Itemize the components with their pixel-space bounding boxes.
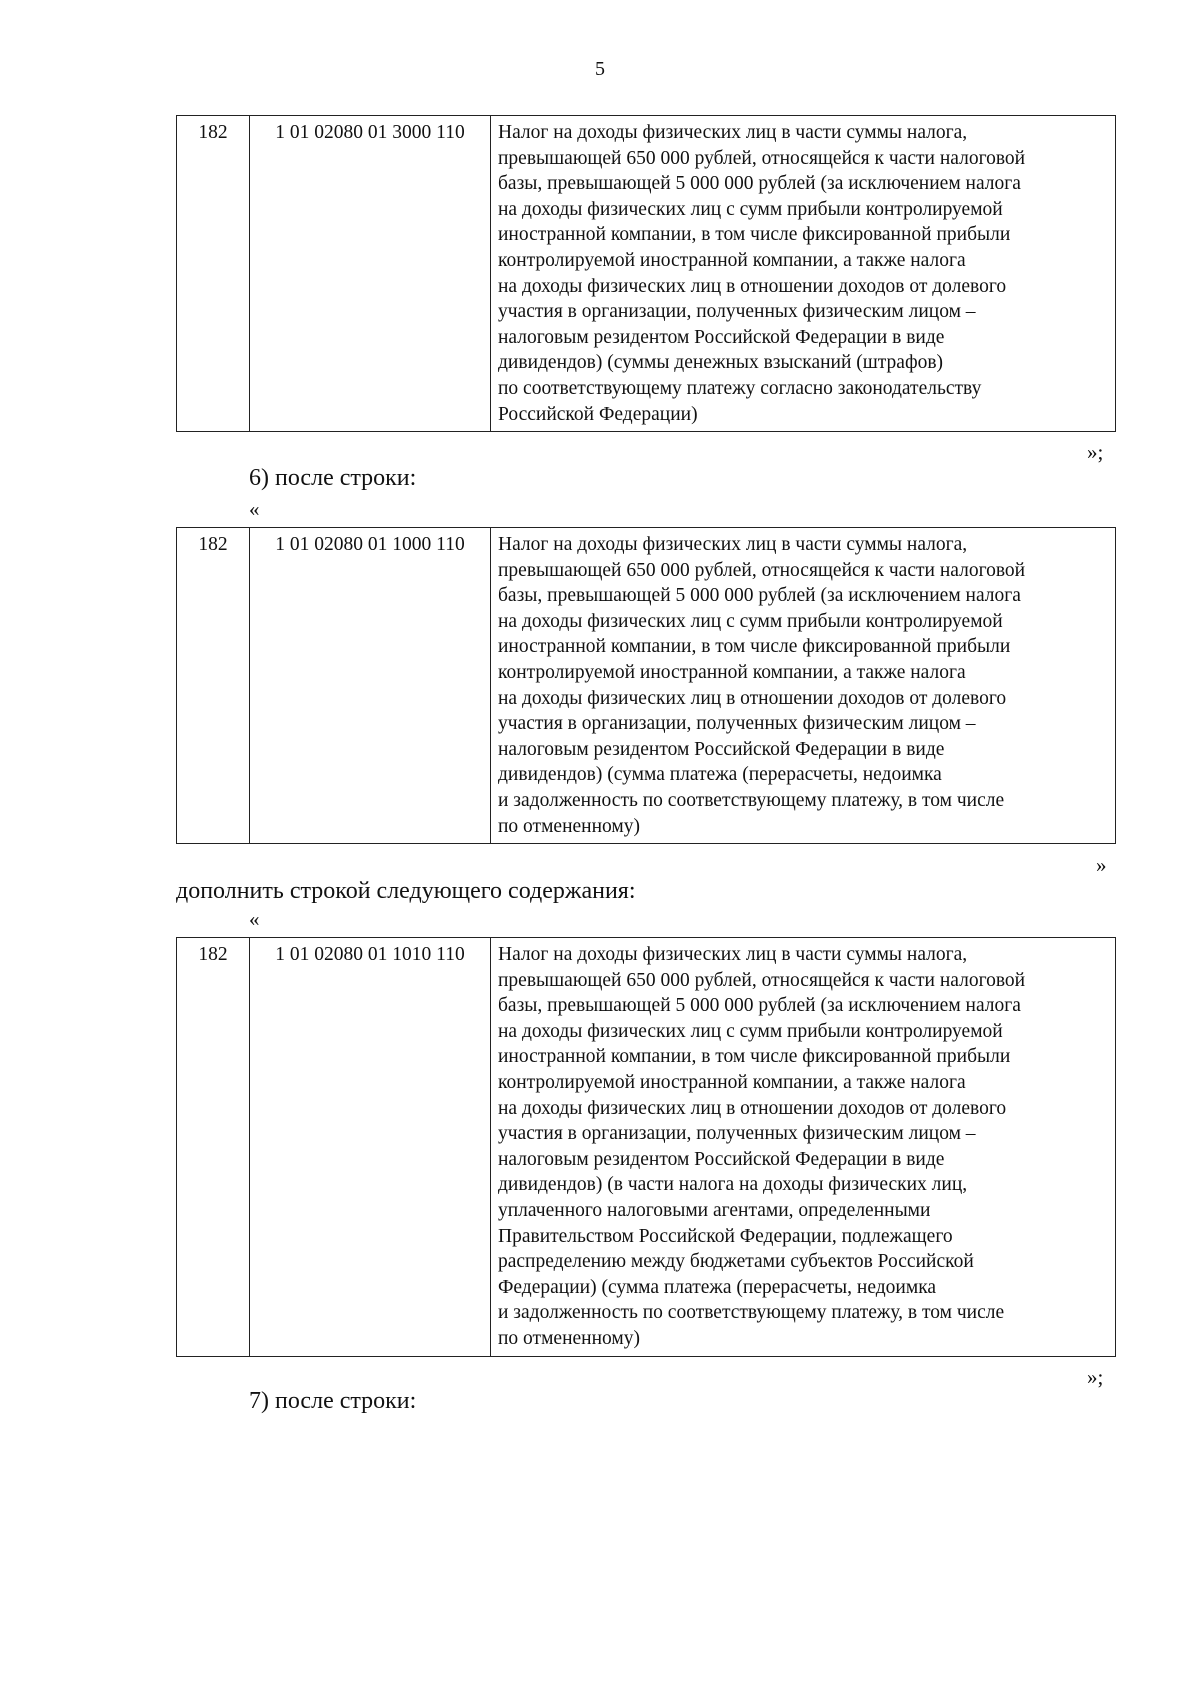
description-line: по отмененному) [498,815,640,837]
description-line: на доходы физических лиц в отношении доходов от долевого [498,275,1007,297]
description-line: превышающей 650 000 рублей, относящейся к части налоговой [498,147,1026,169]
description-line: налоговым резидентом Российской Федерации в виде [498,738,945,760]
description-line: контролируемой иностранной компании, а также налога [498,249,966,271]
description-line: контролируемой иностранной компании, а также налога [498,661,966,683]
description-line: базы, превышающей 5 000 000 рублей (за исключением налога [498,995,1021,1017]
description-cell [491,938,1116,1357]
description-line: иностранной компании, в том числе фиксированной прибыли [498,1046,1011,1068]
opening-quote: « [249,497,260,521]
description-line: дивидендов) (в части налога на доходы физических лиц, [498,1174,968,1196]
description-line: иностранной компании, в том числе фиксированной прибыли [498,636,1011,658]
description-line: на доходы физических лиц в отношении доходов от долевого [498,1097,1007,1119]
description-line: дивидендов) (суммы денежных взысканий (штрафов) [498,352,944,374]
description-line: и задолженность по соответствующему платежу, в том числе [498,1302,1005,1324]
description-line: превышающей 650 000 рублей, относящейся к части налоговой [498,559,1026,581]
description-line: Федерации) (сумма платежа (перерасчеты, недоимка [498,1276,937,1298]
closing-quote: »; [1087,440,1104,464]
description-line: на доходы физических лиц в отношении доходов от долевого [498,687,1007,709]
description-line: участия в организации, полученных физическим лицом – [498,1123,976,1145]
description-line: на доходы физических лиц с сумм прибыли контролируемой [498,198,1003,220]
description-line: Правительством Российской Федерации, подлежащего [498,1225,953,1247]
description-line: Налог на доходы физических лиц в части суммы налога, [498,122,968,143]
description-line: участия в организации, полученных физическим лицом – [498,301,976,323]
closing-quote: » [1096,853,1107,877]
description-line: по соответствующему платежу согласно законодательству [498,377,982,399]
section-heading: 7) после строки: [249,1388,417,1414]
description-line: контролируемой иностранной компании, а также налога [498,1071,966,1093]
description-line: иностранной компании, в том числе фиксированной прибыли [498,224,1011,246]
table-row [177,528,1116,844]
description-line: и задолженность по соответствующему платежу, в том числе [498,789,1005,811]
admin-code-cell: 182 [177,528,250,844]
description-line: базы, превышающей 5 000 000 рублей (за исключением налога [498,173,1021,195]
section-heading: дополнить строкой следующего содержания: [176,878,636,904]
description-line: налоговым резидентом Российской Федерации в виде [498,1148,945,1170]
opening-quote: « [249,907,260,931]
kbk-table-1 [176,115,1116,432]
admin-code-cell: 182 [177,938,250,1357]
description-line: распределению между бюджетами субъектов Российской [498,1251,974,1273]
description-cell [491,116,1116,432]
admin-code-cell: 182 [177,116,250,432]
description-line: дивидендов) (сумма платежа (перерасчеты, недоимка [498,764,942,786]
description-line: налоговым резидентом Российской Федерации в виде [498,326,945,348]
kbk-table-3 [176,937,1116,1357]
description-line: участия в организации, полученных физическим лицом – [498,713,976,735]
section-heading: 6) после строки: [249,465,417,491]
closing-quote: »; [1087,1365,1104,1389]
description-line: превышающей 650 000 рублей, относящейся к части налоговой [498,969,1026,991]
kbk-table-2 [176,527,1116,844]
table-row [177,938,1116,1357]
description-line: на доходы физических лиц с сумм прибыли контролируемой [498,1020,1003,1042]
description-line: базы, превышающей 5 000 000 рублей (за исключением налога [498,585,1021,607]
description-cell [491,528,1116,844]
kbk-code-cell: 1 01 02080 01 1010 110 [250,938,491,1357]
description-line: уплаченного налоговыми агентами, определенными [498,1199,931,1221]
description-line: Налог на доходы физических лиц в части суммы налога, [498,534,968,555]
kbk-code-cell: 1 01 02080 01 1000 110 [250,528,491,844]
page-number: 5 [595,58,605,80]
description-line: Налог на доходы физических лиц в части суммы налога, [498,944,968,965]
kbk-code-cell: 1 01 02080 01 3000 110 [250,116,491,432]
description-line: Российской Федерации) [498,403,698,425]
description-line: по отмененному) [498,1327,640,1349]
description-line: на доходы физических лиц с сумм прибыли контролируемой [498,610,1003,632]
table-row [177,116,1116,432]
